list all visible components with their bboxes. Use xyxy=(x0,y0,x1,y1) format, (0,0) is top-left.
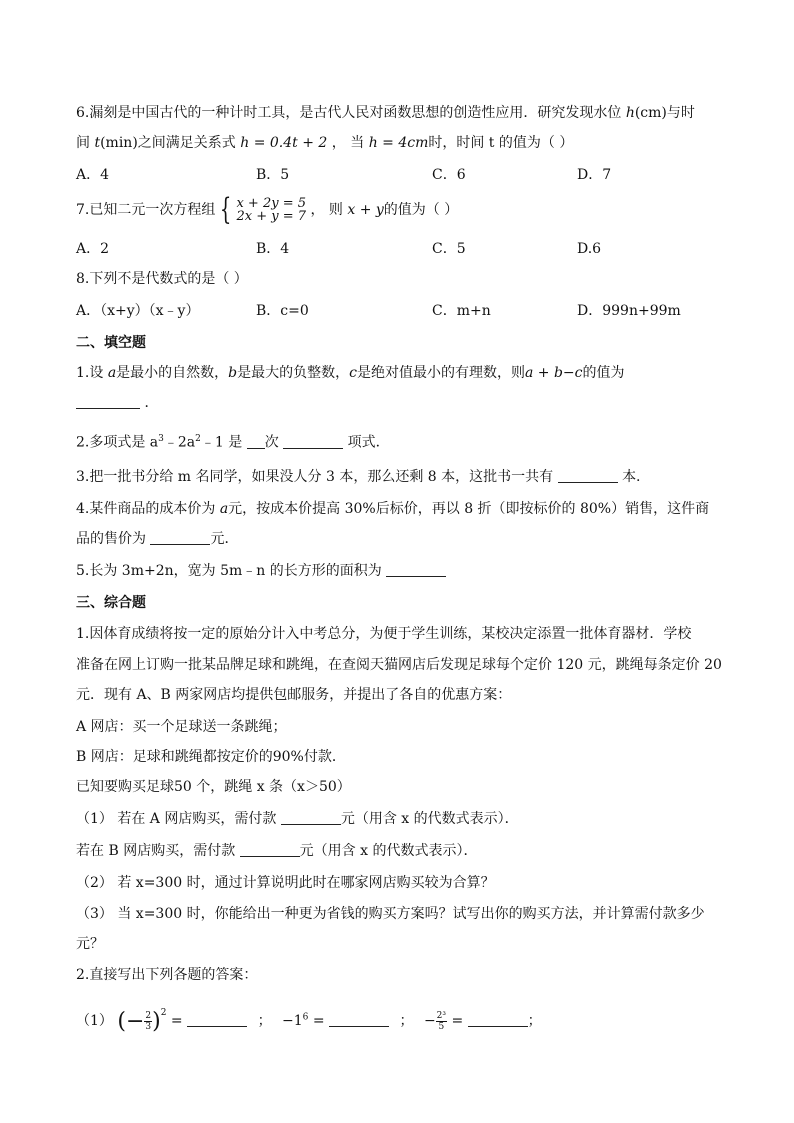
f3-text: 本. xyxy=(622,469,641,485)
section-title-fill-in: 二、填空题 xyxy=(76,335,146,351)
f1-text: 的值为 xyxy=(582,365,625,381)
q6-option-d: D．7 xyxy=(577,167,612,183)
f4-text: 品的售价为 xyxy=(76,531,146,547)
c2-sep: ； xyxy=(399,1013,414,1029)
answer-blank[interactable] xyxy=(468,1012,528,1027)
c1-line7 xyxy=(76,810,519,828)
f1-var-c: c xyxy=(349,365,357,381)
f1-text: 是最小的自然数， xyxy=(116,365,229,381)
q7-system xyxy=(236,197,306,223)
c2-frac-2 xyxy=(436,1011,447,1032)
answer-blank[interactable] xyxy=(187,1012,247,1027)
f4-text: 元，按成本价提高 30%后标价，再以 8 折（即按标价的 80%）销售，这件商 xyxy=(228,501,710,517)
c2-exp: 6 xyxy=(302,1012,309,1023)
f1-text: 是绝对值最小的有理数，则 xyxy=(356,365,525,381)
f2-text: 项式． xyxy=(347,434,390,451)
c1-text: （1） 若在 A 网店购买，需付款 xyxy=(76,811,277,827)
section-title-comprehensive: 三、综合题 xyxy=(76,595,146,611)
answer-blank[interactable] xyxy=(558,468,618,483)
q6-text: ， 当 xyxy=(331,135,365,151)
answer-blank[interactable] xyxy=(247,434,265,449)
q6-line1 xyxy=(76,104,695,122)
q8-option-b: B．c=0 xyxy=(256,303,309,319)
f4-text: 4.某件商品的成本价为 xyxy=(76,501,216,517)
c1-text: 元（用含 x 的代数式表示）． xyxy=(299,843,478,859)
c2-neg: − xyxy=(423,1013,436,1029)
f2-text: ﹣1 是 xyxy=(200,434,247,451)
q7-text: 7.已知二元一次方程组 xyxy=(76,202,216,218)
c1-line4: A 网店：买一个足球送一条跳绳； xyxy=(76,719,287,735)
q7-expr: x + y xyxy=(347,202,384,218)
f5-text: 5.长为 3m+2n，宽为 5m﹣n 的长方形的面积为 xyxy=(76,563,382,579)
fill1-line2 xyxy=(76,394,158,412)
fill4-line2 xyxy=(76,530,238,548)
c2-expr-2: −1 xyxy=(282,1013,303,1029)
q6-formula: h = 0.4t + 2 xyxy=(240,135,328,151)
answer-blank[interactable] xyxy=(386,562,446,577)
q8-option-d: D．999n+99m xyxy=(577,303,681,319)
q6-text: 间 xyxy=(76,135,90,151)
f2-text: ﹣2a xyxy=(163,434,196,451)
q6-option-a: A．4 xyxy=(76,167,110,183)
c2-exp: 2 xyxy=(160,1008,167,1018)
c2-equals: = xyxy=(170,1013,183,1029)
q6-condition: h = 4cm xyxy=(368,135,429,151)
q7-stem xyxy=(76,192,459,227)
f1-text: 1.设 xyxy=(76,365,104,381)
c1-line10: （3） 当 x=300 时，你能给出一种更为省钱的购买方案吗？试写出你的购买方法，并计算需付款多少 xyxy=(76,906,705,922)
q6-text: 6.漏刻是中国古代的一种计时工具，是古代人民对函数思想的创造性应用．研究发现水位 xyxy=(76,105,622,121)
q8-option-c: C．m+n xyxy=(432,303,491,319)
frac-numerator: 2 xyxy=(145,1010,152,1021)
q6-option-c: C．6 xyxy=(432,167,466,183)
q7-eq1: x + 2y = 5 xyxy=(236,196,306,211)
q6-text: 时，时间 t 的值为（ ） xyxy=(428,135,574,151)
f4-var-a: a xyxy=(219,501,229,517)
answer-blank[interactable] xyxy=(329,1012,389,1027)
q7-text: 的值为（ ） xyxy=(383,202,459,218)
q6-unit-min: (min)之间满足关系式 xyxy=(100,135,236,151)
c2-sep: ； xyxy=(527,1013,542,1029)
answer-blank[interactable] xyxy=(240,842,300,857)
c2-stem: 2.直接写出下列各题的答案： xyxy=(76,967,258,983)
answer-blank[interactable] xyxy=(76,394,140,409)
f4-text: 元． xyxy=(210,531,239,547)
c2-sep: ； xyxy=(257,1013,272,1029)
f2-exp: 3 xyxy=(158,434,164,444)
f1-var-b: b xyxy=(228,365,238,381)
q7-eq2: 2x + y = 7 xyxy=(236,209,306,224)
c1-line2: 准备在网上订购一批某品牌足球和跳绳，在查阅天猫网店后发现足球每个定价 120 元，跳绳每条定价 20 xyxy=(76,657,722,673)
f1-text: 是最大的负整数， xyxy=(237,365,350,381)
frac-denominator: 3 xyxy=(145,1021,152,1032)
f1-expr: a + b−c xyxy=(524,365,583,381)
q8-stem: 8.下列不是代数式的是（ ） xyxy=(76,271,248,287)
f2-text: 次 xyxy=(264,434,279,451)
f2-exp: 2 xyxy=(195,434,201,444)
c1-line8 xyxy=(76,842,477,860)
q7-text: ， 则 xyxy=(310,202,343,218)
c2-frac-1 xyxy=(144,1011,152,1032)
f3-text: 3.把一批书分给 m 名同学，如果没人分 3 本，那么还剩 8 本，这批书一共有 xyxy=(76,469,554,485)
answer-blank[interactable] xyxy=(283,434,343,449)
answer-blank[interactable] xyxy=(150,530,210,545)
f2-text: 2.多项式是 a xyxy=(76,434,159,451)
c2-line1 xyxy=(76,1000,542,1035)
c1-line3: 元．现有 A、B 两家网店均提供包邮服务，并提出了各自的优惠方案： xyxy=(76,687,512,703)
c1-line6: 已知要购买足球50 个，跳绳 x 条（x＞50） xyxy=(76,779,351,795)
c2-lead: （1） xyxy=(76,1013,113,1029)
q7-option-d: D.6 xyxy=(577,241,602,257)
c1-text: 元（用含 x 的代数式表示）． xyxy=(340,811,519,827)
fill1-line1 xyxy=(76,364,625,382)
q6-option-b: B．5 xyxy=(256,167,290,183)
c2-paren: ) xyxy=(152,1009,161,1034)
q6-var-h: h xyxy=(625,105,635,121)
q7-option-b: B．4 xyxy=(256,241,290,257)
c1-line5: B 网店：足球和跳绳都按定价的90%付款． xyxy=(76,749,346,765)
c1-line9: （2） 若 x=300 时，通过计算说明此时在哪家网店购买较为合算？ xyxy=(76,875,495,891)
fill3 xyxy=(76,468,641,486)
q8-option-a: A．（x+y）（x﹣y） xyxy=(76,303,200,319)
fill2 xyxy=(76,430,390,452)
frac-denominator: 5 xyxy=(438,1021,445,1032)
q7-option-a: A．2 xyxy=(76,241,110,257)
q6-line2 xyxy=(76,134,573,152)
f1-var-a: a xyxy=(107,365,117,381)
brace-icon: { xyxy=(220,192,232,227)
answer-blank[interactable] xyxy=(281,810,341,825)
c2-paren: (− xyxy=(117,1009,145,1034)
frac-numerator: 2³ xyxy=(436,1010,447,1021)
c1-line11: 元？ xyxy=(76,936,104,952)
fill4-line1 xyxy=(76,500,709,518)
c1-line1: 1.因体育成绩将按一定的原始分计入中考总分，为便于学生训练，某校决定添置一批体育器材．学校 xyxy=(76,626,692,642)
q7-option-c: C．5 xyxy=(432,241,466,257)
c2-equals: = xyxy=(451,1013,464,1029)
f1-end: ． xyxy=(144,395,159,411)
fill5 xyxy=(76,562,446,580)
q6-var-t: t xyxy=(94,135,101,151)
q6-unit-cm: (cm)与时 xyxy=(634,105,695,121)
c2-equals: = xyxy=(312,1013,325,1029)
c1-text: 若在 B 网店购买，需付款 xyxy=(76,843,236,859)
